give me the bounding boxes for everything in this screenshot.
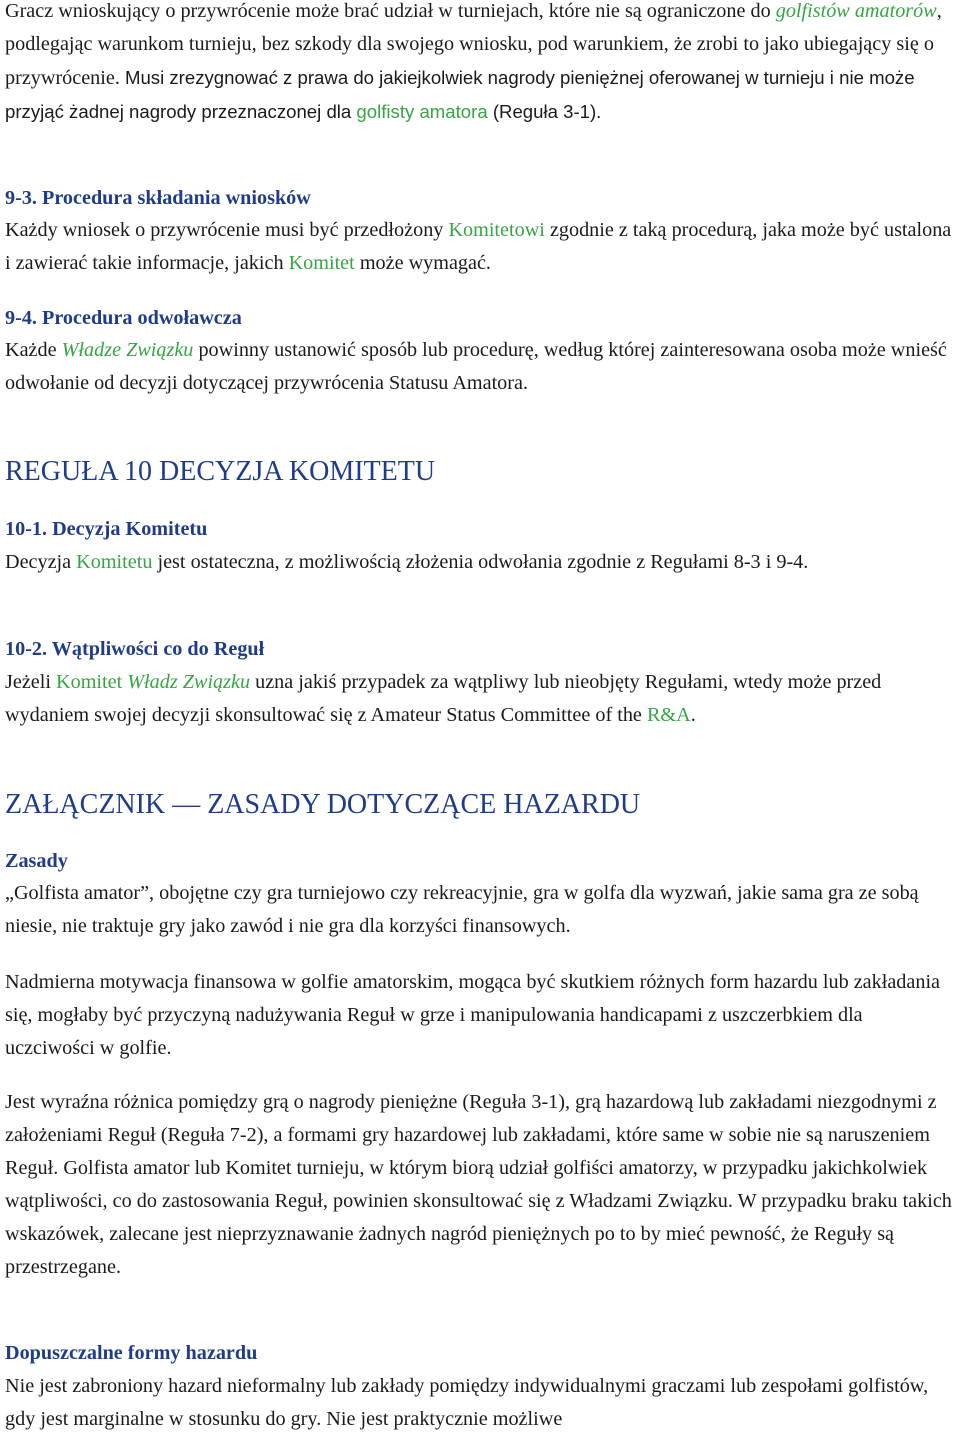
defined-term-link[interactable]: Władz Związku <box>127 671 251 693</box>
text-run: Każde <box>5 339 62 361</box>
text-run: , podlegając warunkom turnieju, bez szkody dla swojego wniosku, pod warunkiem, że zrobi to jako ubiegający się o przywrócenie. <box>5 0 942 89</box>
text-run: . <box>690 704 696 726</box>
text-run: Gracz wnioskujący o przywrócenie może brać udział w turniejach, które nie są ograniczone do <box>5 0 776 22</box>
text-run: zgodnie z taką procedurą, jaka może być ustalona i zawierać takie informacje, jakich <box>5 219 952 274</box>
text-run: uzna jakiś przypadek za wątpliwy lub nieobjęty Regułami, wtedy może przed wydaniem swojej decyzji skonsultować się z Amateur Status Committee of the <box>5 671 882 726</box>
paragraph-9-4 <box>5 334 955 400</box>
defined-term-link[interactable]: Komitetowi <box>448 219 545 241</box>
paragraph-amateur-definition: „Golfista amator”, obojętne czy gra turniejowo czy rekreacyjnie, gra w golfa dla wyzwań, jakie sama gra ze sobą niesie, nie traktuje gry jako zawód i nie gra dla korzyści finansowych. <box>5 882 919 937</box>
defined-term-link[interactable]: Komitet <box>56 671 123 693</box>
paragraph-financial-motivation: Nadmierna motywacja finansowa w golfie amatorskim, mogąca być skutkiem różnych form hazardu lub zakładania się, mogłaby być przyczyną nadużywania Reguł w grze i manipulowania handicapami z uszczerbkiem dla uczciwości w golfie. <box>5 971 941 1059</box>
section-heading-9-3: 9-3. Procedura składania wniosków <box>5 187 311 209</box>
defined-term-link[interactable]: Komitetu <box>76 551 153 573</box>
paragraph-10-1 <box>5 546 808 579</box>
text-run: może wymagać. <box>354 252 491 274</box>
paragraph-reinstatement-tournaments <box>5 0 955 129</box>
defined-term-link[interactable]: golfistów amatorów <box>775 0 937 22</box>
defined-term-link[interactable]: Komitet <box>288 252 355 274</box>
text-run: Musi zrezygnować z prawa do jakiejkolwiek nagrody pieniężnej oferowanej w turnieju i nie może przyjąć żadnej nagrody przeznaczonej dla <box>5 67 915 122</box>
section-heading-permitted-gambling: Dopuszczalne formy hazardu <box>5 1342 258 1364</box>
rule-10-title: REGUŁA 10 DECYZJA KOMITETU <box>5 456 436 487</box>
text-run: Decyzja <box>5 551 77 573</box>
defined-term-link[interactable]: Władze Związku <box>61 339 194 361</box>
appendix-title: ZAŁĄCZNIK — ZASADY DOTYCZĄCE HAZARDU <box>5 789 641 820</box>
section-heading-9-4: 9-4. Procedura odwoławcza <box>5 307 242 329</box>
section-heading-zasady: Zasady <box>5 850 68 872</box>
section-heading-10-1: 10-1. Decyzja Komitetu <box>5 518 208 540</box>
text-run: Jeżeli <box>5 671 57 693</box>
defined-term-link[interactable]: R&A <box>646 704 691 726</box>
text-run: (Reguła 3-1). <box>487 101 602 122</box>
paragraph-9-3 <box>5 214 955 280</box>
paragraph-permitted-gambling: Nie jest zabroniony hazard nieformalny lub zakłady pomiędzy indywidualnymi graczami lub zespołami golfistów, gdy jest marginalne w stosunku do gry. Nie jest praktycznie możliwe <box>5 1375 929 1430</box>
text-run: powinny ustanowić sposób lub procedurę, według której zainteresowana osoba może wnieść odwołanie od decyzji dotyczącej przywrócenia Statusu Amatora. <box>5 339 947 394</box>
text-run: jest ostateczna, z możliwością złożenia odwołania zgodnie z Regułami 8-3 i 9-4. <box>152 551 809 573</box>
paragraph-gambling-distinction: Jest wyraźna różnica pomiędzy grą o nagrody pieniężne (Reguła 3-1), grą hazardową lub zakładami niezgodnymi z założeniami Reguł (Reguła 7-2), a formami gry hazardowej lub zakładami, które same w sobie nie są naruszeniem Reguł. Golfista amator lub Komitet turnieju, w którym biorą udział golfiści amatorzy, w przypadku jakichkolwiek wątpliwości, co do zastosowania Reguł, powinien skonsultować się z Władzami Związku. W przypadku braku takich wskazówek, zalecane jest nieprzyznawanie żadnych nagród pieniężnych po to by mieć pewność, że Reguły są przestrzegane. <box>5 1091 952 1278</box>
text-run: Każdy wniosek o przywrócenie musi być przedłożony <box>5 219 449 241</box>
section-heading-10-2: 10-2. Wątpliwości co do Reguł <box>5 638 265 660</box>
defined-term-link[interactable]: golfisty amatora <box>356 101 488 122</box>
paragraph-10-2 <box>5 666 955 732</box>
